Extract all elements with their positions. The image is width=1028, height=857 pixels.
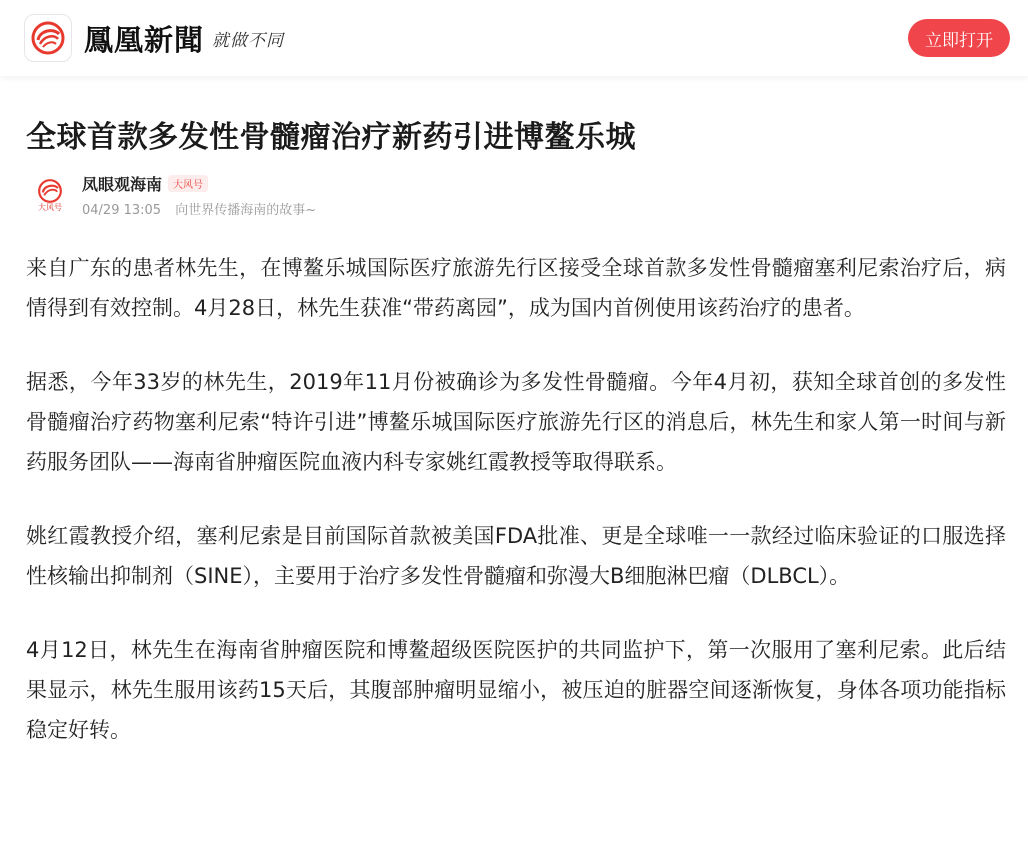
brand[interactable] — [24, 14, 284, 62]
author-name[interactable]: 凤眼观海南 — [82, 175, 163, 194]
paragraph: 来自广东的患者林先生，在博鳌乐城国际医疗旅游先行区接受全球首款多发性骨髓瘤塞利尼索治疗后，病情得到有效控制。4月28日，林先生获准“带药离园”，成为国内首例使用该药治疗的患者。 — [26, 256, 1006, 320]
author-info — [82, 172, 316, 218]
author-avatar[interactable] — [28, 173, 72, 217]
paragraph: 姚红霞教授介绍，塞利尼索是目前国际首款被美国FDA批准、更是全球唯一一款经过临床验证的口服选择性核输出抑制剂（SINE），主要用于治疗多发性骨髓瘤和弥漫大B细胞淋巴瘤（DLBCL）。 — [26, 524, 1006, 588]
open-app-button[interactable]: 立即打开 — [908, 19, 1010, 57]
author-bar — [26, 172, 1006, 218]
avatar-caption: 大风号 — [38, 202, 62, 212]
ifeng-avatar-icon — [37, 178, 63, 204]
ifeng-logo-icon[interactable] — [24, 14, 72, 62]
article — [0, 116, 1028, 750]
brand-slogan: 就做不同 — [212, 30, 285, 51]
brand-name: 鳳凰新聞 — [84, 22, 205, 57]
article-body — [26, 248, 1006, 750]
author-description: 向世界传播海南的故事~ — [175, 203, 317, 218]
author-badge: 大风号 — [168, 175, 208, 192]
top-bar — [0, 0, 1028, 76]
paragraph: 据悉，今年33岁的林先生，2019年11月份被确诊为多发性骨髓瘤。今年4月初，获知全球首创的多发性骨髓瘤治疗药物塞利尼索“特许引进”博鳌乐城国际医疗旅游先行区的消息后，林先生和家人第一时间与新药服务团队——海南省肿瘤医院血液内科专家姚红霞教授等取得联系。 — [26, 370, 1006, 474]
publish-time: 04/29 13:05 — [82, 203, 162, 218]
paragraph: 4月12日，林先生在海南省肿瘤医院和博鳌超级医院医护的共同监护下，第一次服用了塞利尼索。此后结果显示，林先生服用该药15天后，其腹部肿瘤明显缩小，被压迫的脏器空间逐渐恢复，身体各项功能指标稳定好转。 — [26, 638, 1006, 742]
article-title: 全球首款多发性骨髓瘤治疗新药引进博鳌乐城 — [26, 120, 636, 155]
